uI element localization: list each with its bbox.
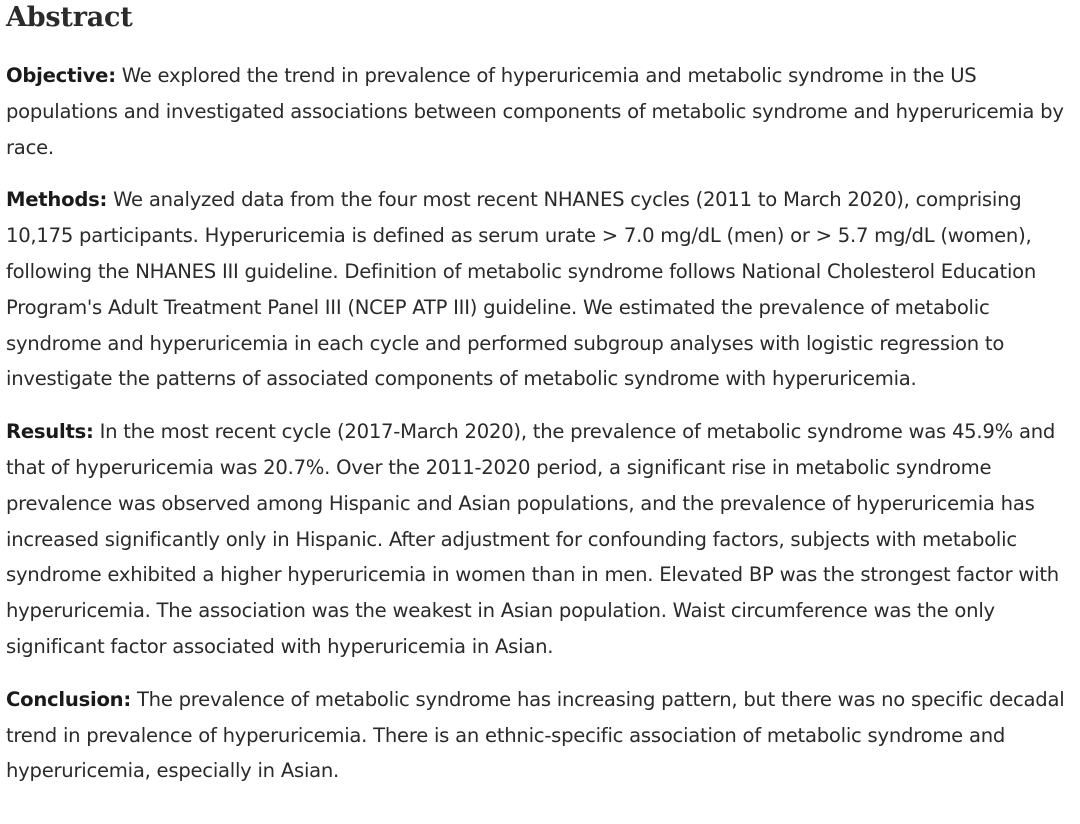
- abstract-section: [6, 0, 1076, 789]
- conclusion-paragraph: [6, 682, 1076, 789]
- results-label: Results:: [6, 420, 94, 444]
- conclusion-text: The prevalence of metabolic syndrome has increasing pattern, but there was no specific decadal trend in prevalence of hyperuricemia. There is an ethnic-specific association of metabolic syndrome and hyperuricemia, especially in Asian.: [6, 687, 1065, 783]
- results-text: In the most recent cycle (2017-March 2020), the prevalence of metabolic syndrome was 45.9% and that of hyperuricemia was 20.7%. Over the 2011-2020 period, a significant rise in metabolic syndrome prevalence was observed among Hispanic and Asian populations, and the prevalence of hyperuricemia has increased significantly only in Hispanic. After adjustment for confounding factors, subjects with metabolic syndrome exhibited a higher hyperuricemia in women than in men. Elevated BP was the strongest factor with hyperuricemia. The association was the weakest in Asian population. Waist circumference was the only significant factor associated with hyperuricemia in Asian.: [6, 420, 1059, 658]
- methods-label: Methods:: [6, 188, 108, 212]
- objective-text: We explored the trend in prevalence of hyperuricemia and metabolic syndrome in the US populations and investigated associations between components of metabolic syndrome and hyperuricemia by race.: [6, 64, 1064, 159]
- results-paragraph: [6, 414, 1076, 665]
- objective-label: Objective:: [6, 64, 116, 87]
- methods-paragraph: [6, 182, 1076, 397]
- conclusion-label: Conclusion:: [6, 687, 131, 711]
- objective-paragraph: [6, 58, 1076, 165]
- methods-text: We analyzed data from the four most recent NHANES cycles (2011 to March 2020), comprising 10,175 participants. Hyperuricemia is defined as serum urate > 7.0 mg/dL (men) or > 5.7 mg/dL (women), following the NHANES III guideline. Definition of metabolic syndrome follows National Cholesterol Education Program's Adult Treatment Panel III (NCEP ATP III) guideline. We estimated the prevalence of metabolic syndrome and hyperuricemia in each cycle and performed subgroup analyses with logistic regression to investigate the patterns of associated components of metabolic syndrome with hyperuricemia.: [6, 188, 1037, 391]
- abstract-heading: Abstract: [6, 2, 133, 33]
